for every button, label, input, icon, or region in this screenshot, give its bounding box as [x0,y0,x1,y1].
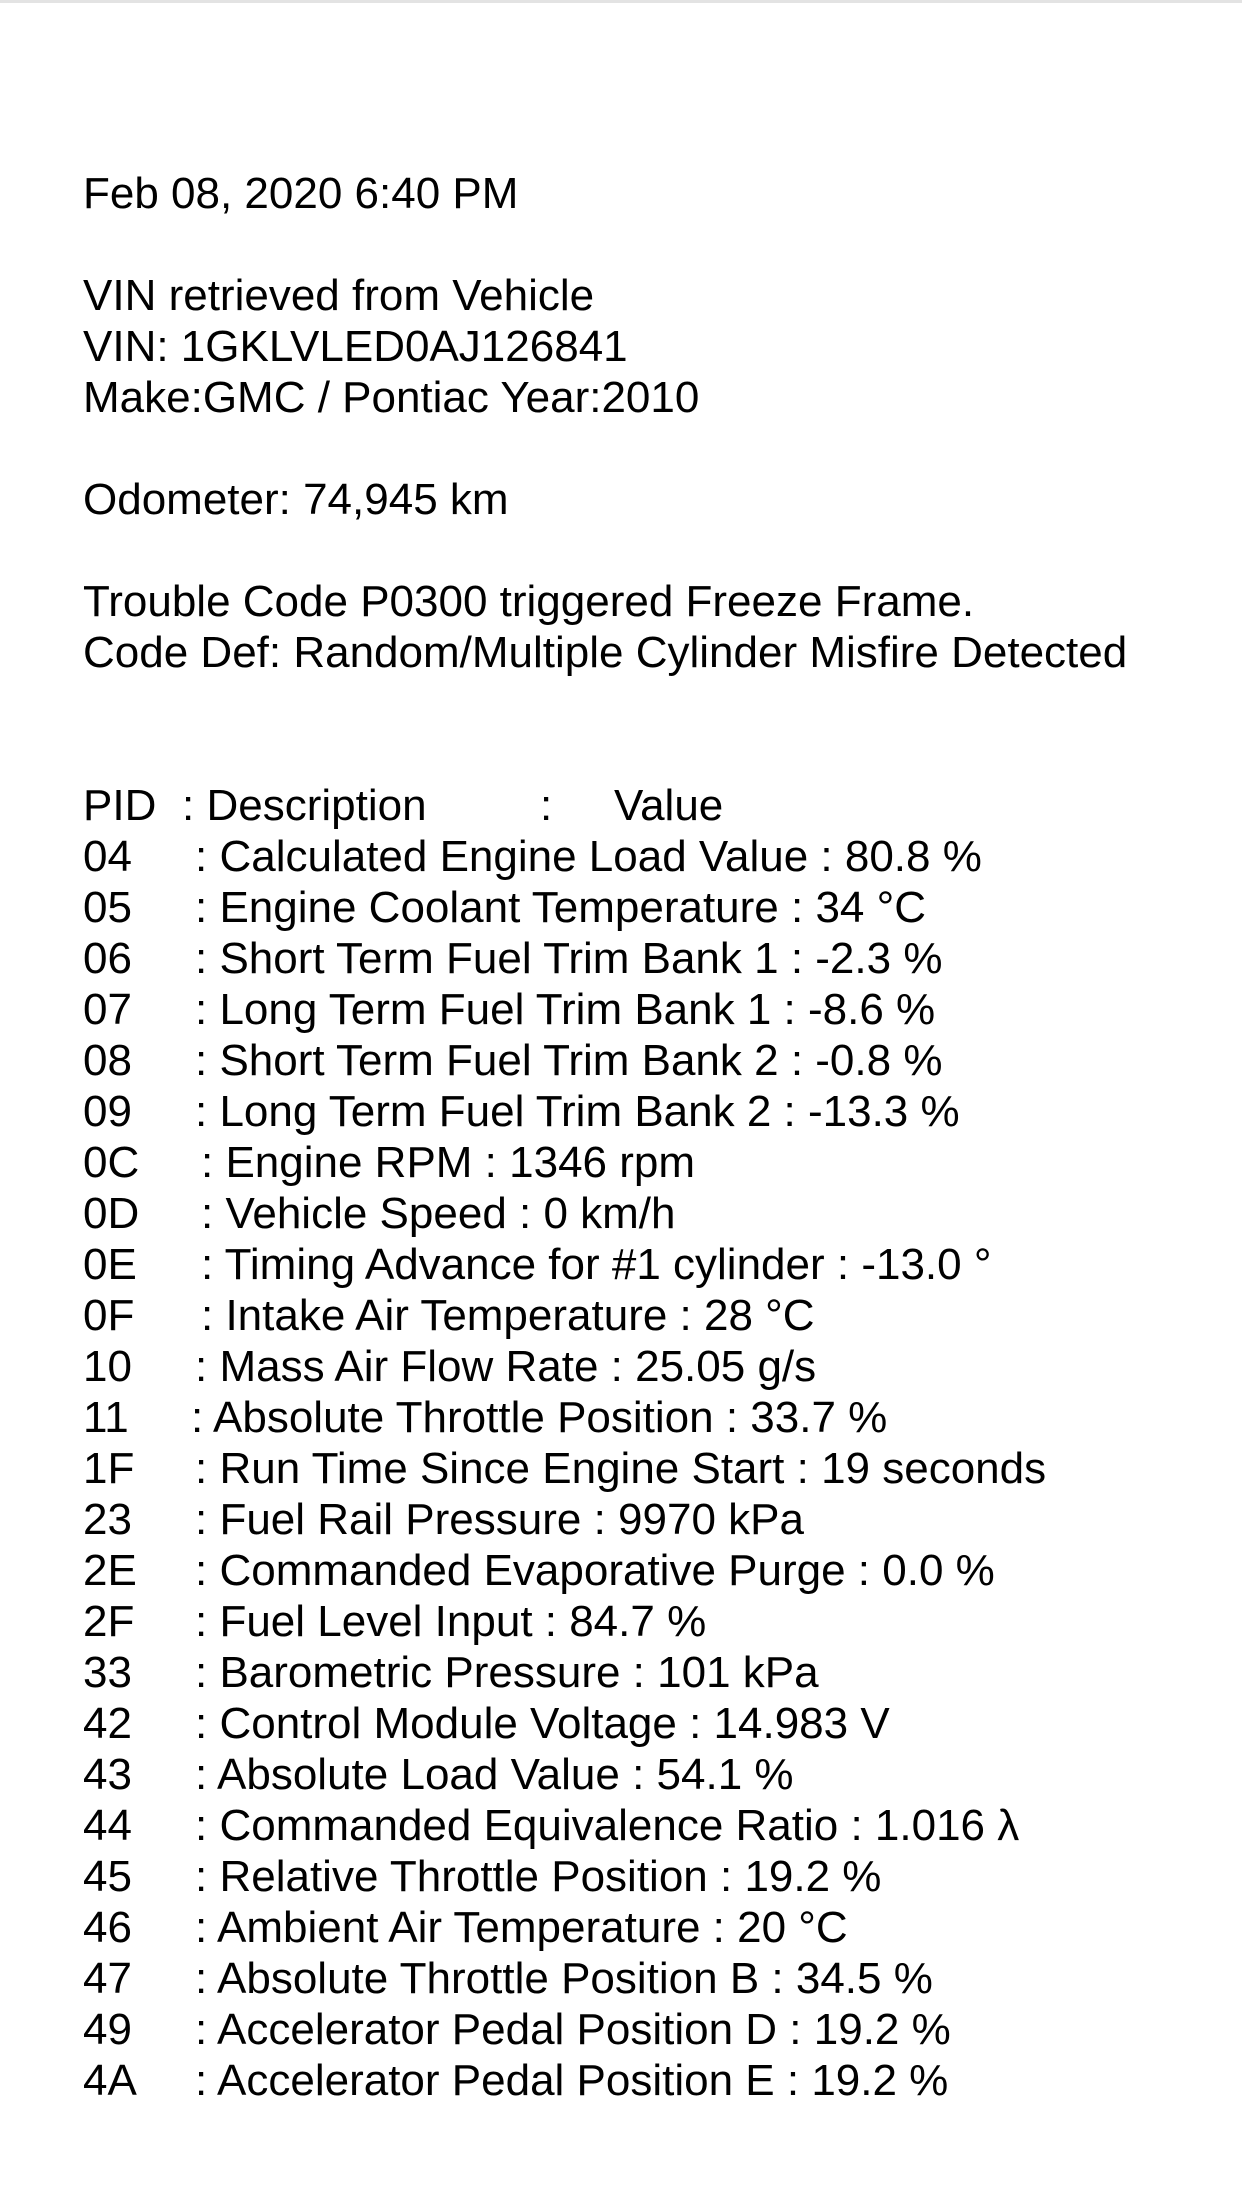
table-row [83,1443,1242,1494]
table-row [83,1290,1242,1341]
row-description-value: : Relative Throttle Position : 19.2 % [195,1852,882,1901]
table-row [83,1902,1242,1953]
table-row [83,1086,1242,1137]
header-pid: PID [83,781,157,830]
table-row [83,1188,1242,1239]
row-pid: 1F [83,1444,135,1493]
table-row [83,1800,1242,1851]
row-description-value: : Long Term Fuel Trim Bank 1 : -8.6 % [195,985,936,1034]
row-description-value: : Control Module Voltage : 14.983 V [195,1699,890,1748]
row-pid: 0C [83,1138,140,1187]
spacer [83,678,1242,780]
row-pid: 33 [83,1648,132,1697]
row-pid: 2E [83,1546,137,1595]
row-description-value: : Accelerator Pedal Position E : 19.2 % [195,2056,949,2105]
table-row [83,882,1242,933]
report-document [83,168,1242,2106]
table-row [83,1392,1242,1443]
row-description-value: : Engine RPM : 1346 rpm [201,1138,696,1187]
row-description-value: : Absolute Throttle Position : 33.7 % [191,1393,888,1442]
table-row [83,1035,1242,1086]
vin-source: VIN retrieved from Vehicle [83,271,595,320]
table-row [83,1137,1242,1188]
row-description-value: : Commanded Evaporative Purge : 0.0 % [195,1546,995,1595]
table-row [83,1596,1242,1647]
table-row [83,1698,1242,1749]
row-description-value: : Absolute Throttle Position B : 34.5 % [195,1954,933,2003]
row-pid: 2F [83,1597,135,1646]
header-separator: : [540,781,553,830]
table-row [83,933,1242,984]
make-year: Make:GMC / Pontiac Year:2010 [83,373,700,422]
code-definition: Code Def: Random/Multiple Cylinder Misfire Detected [83,628,1128,677]
row-pid: 49 [83,2005,132,2054]
spacer [83,525,1242,576]
table-row [83,1341,1242,1392]
row-pid: 07 [83,985,132,1034]
trouble-code: Trouble Code P0300 triggered Freeze Frame. [83,577,975,626]
row-pid: 45 [83,1852,132,1901]
row-pid: 08 [83,1036,132,1085]
row-description-value: : Fuel Rail Pressure : 9970 kPa [195,1495,804,1544]
row-pid: 23 [83,1495,132,1544]
table-row [83,1851,1242,1902]
table-row [83,1953,1242,2004]
row-description-value: : Long Term Fuel Trim Bank 2 : -13.3 % [195,1087,960,1136]
header-description: : Description [182,781,427,830]
row-description-value: : Mass Air Flow Rate : 25.05 g/s [195,1342,817,1391]
row-description-value: : Commanded Equivalence Ratio : 1.016 λ [195,1801,1020,1850]
row-pid: 09 [83,1087,132,1136]
row-pid: 46 [83,1903,132,1952]
report-datetime: Feb 08, 2020 6:40 PM [83,169,519,218]
table-row [83,984,1242,1035]
spacer [83,219,1242,270]
row-description-value: : Vehicle Speed : 0 km/h [201,1189,676,1238]
header-value: Value [614,781,724,830]
row-pid: 47 [83,1954,132,2003]
row-pid: 4A [83,2056,137,2105]
row-description-value: : Timing Advance for #1 cylinder : -13.0 ° [201,1240,992,1289]
spacer [83,423,1242,474]
row-pid: 0D [83,1189,140,1238]
row-pid: 06 [83,934,132,983]
row-pid: 05 [83,883,132,932]
table-row [83,831,1242,882]
pid-table [83,831,1242,2106]
row-description-value: : Short Term Fuel Trim Bank 2 : -0.8 % [195,1036,943,1085]
row-description-value: : Fuel Level Input : 84.7 % [195,1597,707,1646]
vin: VIN: 1GKLVLED0AJ126841 [83,322,628,371]
table-header [83,780,1242,831]
row-pid: 0F [83,1291,135,1340]
table-row [83,1545,1242,1596]
row-pid: 04 [83,832,132,881]
row-description-value: : Accelerator Pedal Position D : 19.2 % [195,2005,951,2054]
row-description-value: : Calculated Engine Load Value : 80.8 % [195,832,982,881]
row-description-value: : Engine Coolant Temperature : 34 °C [195,883,926,932]
row-description-value: : Ambient Air Temperature : 20 °C [195,1903,848,1952]
table-row [83,2004,1242,2055]
row-description-value: : Intake Air Temperature : 28 °C [201,1291,815,1340]
table-row [83,1647,1242,1698]
row-pid: 11 [83,1393,129,1442]
row-pid: 43 [83,1750,132,1799]
table-row [83,2055,1242,2106]
row-pid: 42 [83,1699,132,1748]
table-row [83,1239,1242,1290]
row-pid: 44 [83,1801,132,1850]
row-description-value: : Run Time Since Engine Start : 19 seconds [195,1444,1047,1493]
table-row [83,1494,1242,1545]
row-description-value: : Absolute Load Value : 54.1 % [195,1750,794,1799]
odometer: Odometer: 74,945 km [83,475,509,524]
row-description-value: : Short Term Fuel Trim Bank 1 : -2.3 % [195,934,943,983]
row-pid: 0E [83,1240,137,1289]
table-row [83,1749,1242,1800]
row-pid: 10 [83,1342,132,1391]
row-description-value: : Barometric Pressure : 101 kPa [195,1648,819,1697]
